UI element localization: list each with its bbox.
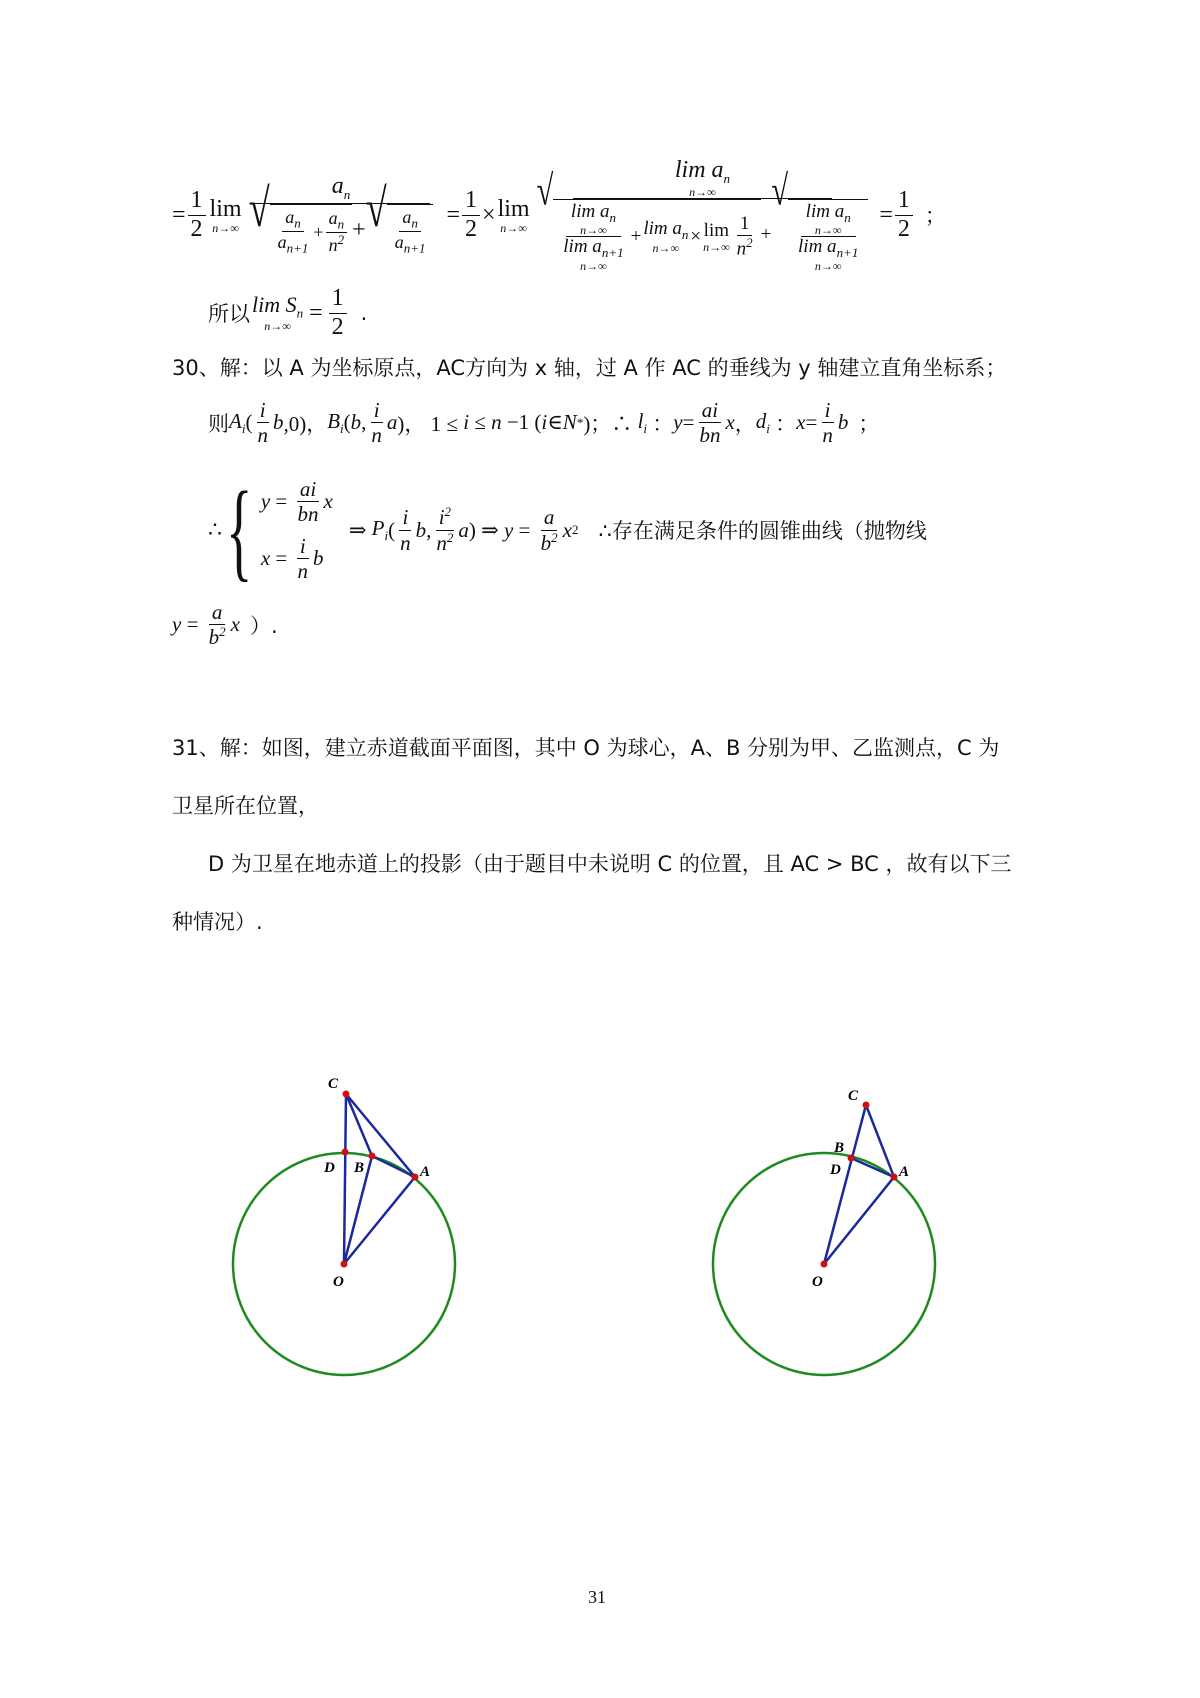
label-C: C xyxy=(328,1076,339,1092)
problem-31-line4: 种情况）. xyxy=(172,910,263,934)
problem-31-line2: 卫星所在位置， xyxy=(172,794,319,818)
label-D: D xyxy=(324,1160,335,1176)
point-A xyxy=(412,1174,419,1181)
segment-OC xyxy=(824,1105,866,1264)
figure-right xyxy=(700,1060,960,1400)
segment-OC xyxy=(344,1094,346,1264)
segment-BA xyxy=(372,1156,415,1177)
problem-30-line1: 30、解：以 A 为坐标原点，AC方向为 x 轴，过 A 作 AC 的垂线为 y 轴建立直角坐标系； xyxy=(172,356,1007,380)
frac-result: $\frac{1}{2}$ xyxy=(895,187,913,243)
point-B xyxy=(848,1155,855,1162)
fraction-2: $\lim a_n$ n→∞ √ $\lim a_n$ n→∞ $\lim a_{n+1}$ n→∞ + $\lim a_n$ n→∞ × lim n→∞ $\frac{1}{n^2}$ + √ $\lim a_n$ n→∞ $\lim a_{n+1}$ n→∞ xyxy=(534,158,872,272)
limit-2: lim n→∞ xyxy=(497,195,530,235)
label-O: O xyxy=(333,1274,344,1290)
label-D: D xyxy=(830,1162,841,1178)
point-A xyxy=(891,1174,898,1181)
label-B: B xyxy=(354,1160,365,1176)
figure-left xyxy=(220,1060,480,1400)
problem-30-system: ∴ { y = $\frac{ai}{bn}$ x x = $\frac{i}{n}$ b ⇒ $P_i$ ( $\frac{i}{n}$ b , $\frac{i^2}{n^2}$ a ) ⇒ y = $\frac{a}{b^2}$ x 2 ∴存在满足条件的圆锥曲线（抛物线 xyxy=(208,469,927,591)
point-D xyxy=(342,1149,349,1156)
problem-31-line1: 31、解：如图，建立赤道截面平面图，其中 O 为球心，A、B 分别为甲、乙监测点，C 为 xyxy=(172,736,1000,760)
limit-1: lim n→∞ xyxy=(209,195,242,235)
frac-half-2: $\frac{1}{2}$ xyxy=(462,187,480,243)
fraction-1: $a_n$ √ $\frac{a_n}{a_{n+1}}$ + $\frac{a_n}{n^2}$ + √ $\frac{a_n}{a_{n+1}}$ xyxy=(246,173,437,257)
problem-30-final: y = $\frac{a}{b^2}$ x ）. xyxy=(172,600,278,650)
eq-sign: = xyxy=(172,201,186,228)
conclusion-29: 所以 $\lim S_n$ n→∞ = $\frac{1}{2}$ . xyxy=(208,285,368,340)
label-C: C xyxy=(848,1088,859,1104)
problem-31-line3: D 为卫星在地赤道上的投影（由于题目中未说明 C 的位置，且 AC > BC ，故有以下三 xyxy=(208,852,1012,876)
problem-30-line2: 则 $A_i$ ( $\frac{i}{n}$ b ,0)， $B_i$ ( b , $\frac{i}{n}$ a )， 1 ≤ i ≤ n −1 ( i ∈ N * )；∴ $l_i$ ： y = $\frac{ai}{bn}$ x ， $d_i$ ： x = $\frac{i}{n}$ b ； xyxy=(208,398,880,448)
page-number: 31 xyxy=(588,1587,606,1607)
frac-half: $\frac{1}{2}$ xyxy=(188,187,206,243)
label-A: A xyxy=(420,1164,431,1180)
point-B xyxy=(369,1153,376,1160)
label-B: B xyxy=(834,1140,845,1156)
point-O xyxy=(341,1261,348,1268)
label-A: A xyxy=(899,1164,910,1180)
formula-top: = $\frac{1}{2}$ lim n→∞ $a_n$ √ $\frac{a_n}{a_{n+1}}$ + $\frac{a_n}{n^2}$ + √ $\frac{a_n}{a_{n+1}}$ = $\frac{1}{2}$ × lim n→∞ $\lim a_n$ n→∞ √ $\lim a_n$ n→∞ $\lim a_{n+1}$ n→∞ + $\lim a_n$ n→∞ × lim n→∞ $\frac{1}{n^2}$ + √ $\lim a_n$ n→∞ $\lim a_{n+1}$ n→∞ = $\frac{1}{2}$ ； xyxy=(172,156,946,274)
point-C xyxy=(863,1102,870,1109)
point-O xyxy=(821,1261,828,1268)
point-C xyxy=(343,1091,350,1098)
label-O: O xyxy=(812,1274,823,1290)
segment-CB xyxy=(346,1094,372,1156)
